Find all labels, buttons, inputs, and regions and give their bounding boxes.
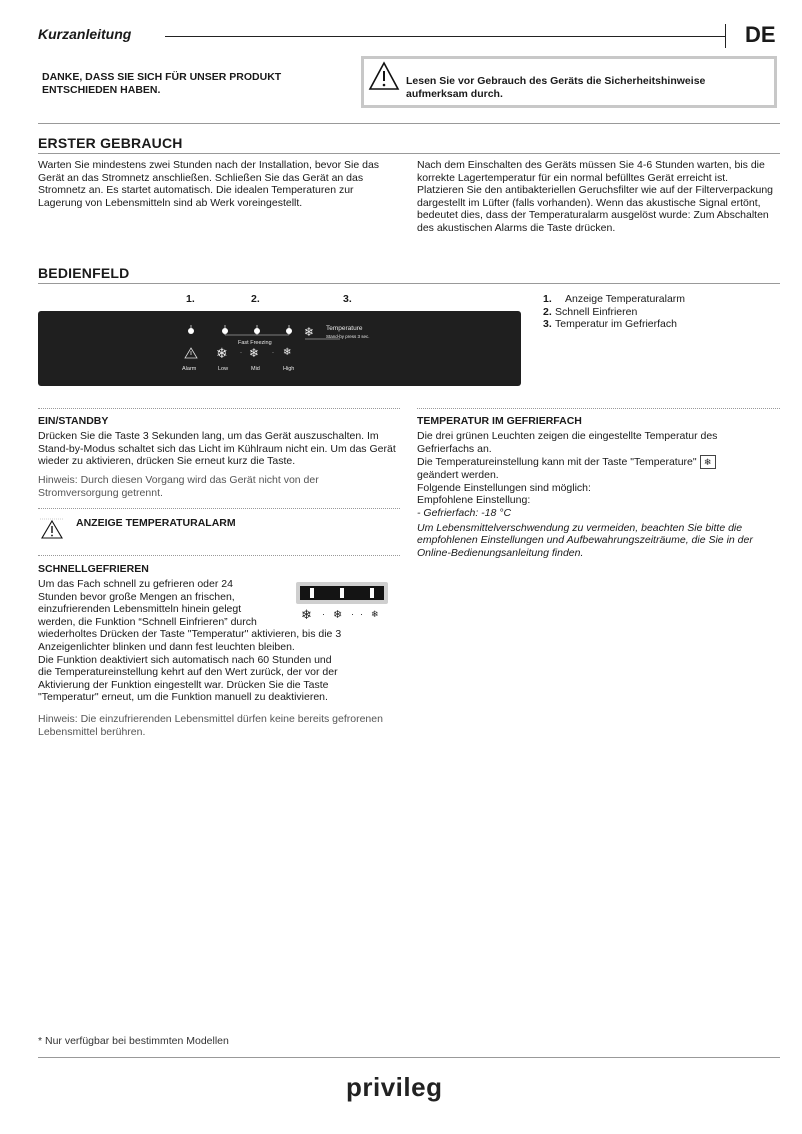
low-led bbox=[222, 328, 228, 334]
temperature-button-icon: ❄ bbox=[700, 455, 716, 469]
temperature-label: Temperature bbox=[326, 325, 363, 332]
dotted-divider bbox=[417, 408, 780, 409]
erster-gebrauch-left-text: Warten Sie mindestens zwei Stunden nach der Installation, bevor Sie das Gerät an das Stromnetz anschließen. Schließen Sie das Gerät an das Stromnetz an. Es startet automatisch. Die idealen Temperaturen zur Lagerung von Lebensmitteln sind ab Werk voreingestellt. bbox=[38, 159, 380, 209]
alarm-label: Alarm bbox=[182, 366, 197, 372]
panel-number-3: 3. bbox=[343, 293, 352, 305]
erster-gebrauch-right-text: Nach dem Einschalten des Geräts müssen Sie 4-6 Stunden warten, bis die korrekte Lagertemperatur für ein normal befülltes Gerät erreicht ist. Platzieren Sie den antibakteriellen Geruchsfilter wie auf der Filterverpackung dargestellt im Lüfter (falls vorhanden). Wenn das akustische Signal ertönt, bedeutet dies, dass der Temperaturalarm ausgelöst wurde: Zum Abschalten des akustischen Alarms die Taste drücken. bbox=[417, 159, 774, 234]
control-panel-image bbox=[38, 311, 521, 386]
control-panel-graphic bbox=[38, 311, 521, 386]
snowflake-low-icon: ❄ bbox=[216, 345, 228, 361]
dot-separator: · bbox=[351, 609, 354, 619]
schnellgefrieren-text: Um das Fach schnell zu gefrieren oder 24 Stunden bevor große Mengen an frischen, einzufrierenden Lebensmitteln hinein gelegt werden, die Funktion “Schnell Einfrieren” durch wiederholtes Drücken der Taste "Temperatur" aktivieren, bis die 3 Anzeigenlichter blinken und dann fest leuchten bleiben. Die Funktion deaktiviert sich automatisch nach 60 Stunden und die Temperatureinstellung kehrt auf den Wert zurück, der vor der Aktivierung der Funktion eingestellt war. Drücken Sie die Taste "Temperatur" erneut, um die Funktion manuell zu deaktivieren. bbox=[38, 578, 342, 704]
dotted-divider bbox=[38, 508, 400, 509]
high-led bbox=[286, 328, 292, 334]
snowflake-low-icon: ❄ bbox=[301, 607, 312, 622]
low-label: Low bbox=[218, 366, 229, 372]
section-rule bbox=[38, 153, 780, 154]
alarm-led bbox=[188, 328, 194, 334]
document-title: Kurzanleitung bbox=[38, 26, 132, 42]
schnellgefrieren-hint: Hinweis: Die einzufrierenden Lebensmittel dürfen keine bereits gefrorenen Lebensmittel berühren. bbox=[38, 713, 383, 738]
standby-label: Stand-by press 3 sec. bbox=[326, 334, 370, 339]
section-title-bedienfeld: BEDIENFELD bbox=[38, 265, 130, 281]
mid-label: Mid bbox=[251, 366, 260, 372]
footer-note: * Nur verfügbar bei bestimmten Modellen bbox=[38, 1035, 229, 1047]
section-rule bbox=[38, 283, 780, 284]
dotted-divider bbox=[38, 555, 400, 556]
mid-led bbox=[254, 328, 260, 334]
temperatur-text: Die drei grünen Leuchten zeigen die eingestellte Temperatur des Gefrierfachs an. Die Temperatureinstellung kann mit der Taste "Temperature" ❄ geändert werden. Folgende Einstellungen sind möglich: Empfohlene Einstellung: - Gefrierfach: -18 °C Um Lebensmittelverschwendung zu vermeiden, beachten Sie bitte die empfohlenen Einstellungen und Aufbewahrungszeiträume, die Sie in der Online-Bedienungsanleitung finden. bbox=[417, 430, 753, 559]
snowflake-mid-icon: ❄ bbox=[249, 346, 260, 360]
footer-rule bbox=[38, 1057, 780, 1058]
dot-separator: · bbox=[240, 350, 242, 356]
safety-warning-text: Lesen Sie vor Gebrauch des Geräts die Sicherheitshinweise aufmerksam durch. bbox=[406, 75, 706, 100]
language-code: DE bbox=[745, 22, 776, 47]
dotted-divider bbox=[38, 408, 400, 409]
warning-triangle-icon bbox=[40, 518, 64, 540]
ein-standby-text: Drücken Sie die Taste 3 Sekunden lang, um das Gerät auszuschalten. Im Stand-by-Modus schaltet sich das Licht im Kühlraum nicht ein. Um das Gerät wieder zu aktivieren, drücken Sie erneut kurz die Taste. bbox=[38, 430, 396, 468]
panel-legend bbox=[543, 293, 685, 331]
fast-freezing-label: Fast Freezing bbox=[238, 340, 272, 346]
header-rule bbox=[165, 36, 725, 37]
fast-freeze-indicator-image bbox=[296, 582, 388, 604]
safety-warning-box bbox=[361, 56, 777, 108]
high-label: High bbox=[283, 366, 295, 372]
legend-item: 3. Temperatur im Gefrierfach bbox=[543, 318, 677, 331]
thanks-text: DANKE, DASS SIE SICH FÜR UNSER PRODUKT ENTSCHIEDEN HABEN. bbox=[42, 71, 282, 96]
section-title-temperatur: TEMPERATUR IM GEFRIERFACH bbox=[417, 415, 582, 427]
legend-item: 1. Anzeige Temperaturalarm bbox=[543, 293, 686, 305]
section-title-schnellgefrieren: SCHNELLGEFRIEREN bbox=[38, 563, 149, 575]
snowflake-mid-icon: ❄ bbox=[333, 609, 343, 621]
dot-separator: · bbox=[322, 609, 325, 619]
header-tick bbox=[725, 24, 726, 48]
dot-separator: · bbox=[272, 350, 274, 356]
section-title-erster-gebrauch: ERSTER GEBRAUCH bbox=[38, 135, 183, 151]
panel-number-2: 2. bbox=[251, 293, 260, 305]
section-title-ein-standby: EIN/STANDBY bbox=[38, 415, 109, 427]
warning-triangle-icon bbox=[368, 61, 400, 91]
legend-item: 2. Schnell Einfrieren bbox=[543, 305, 638, 318]
snowflake-high-icon: ❄ bbox=[283, 347, 292, 358]
temperature-button-icon[interactable]: ❄ bbox=[304, 325, 315, 339]
panel-number-1: 1. bbox=[186, 293, 195, 305]
section-rule bbox=[38, 123, 780, 124]
ein-standby-hint: Hinweis: Durch diesen Vorgang wird das Gerät nicht von der Stromversorgung getrennt. bbox=[38, 474, 319, 499]
dot-separator: · bbox=[360, 609, 363, 619]
brand-logo: privileg bbox=[346, 1072, 443, 1102]
section-title-anzeige-alarm: ANZEIGE TEMPERATURALARM bbox=[76, 517, 236, 529]
snowflake-high-icon: ❄ bbox=[371, 609, 379, 619]
